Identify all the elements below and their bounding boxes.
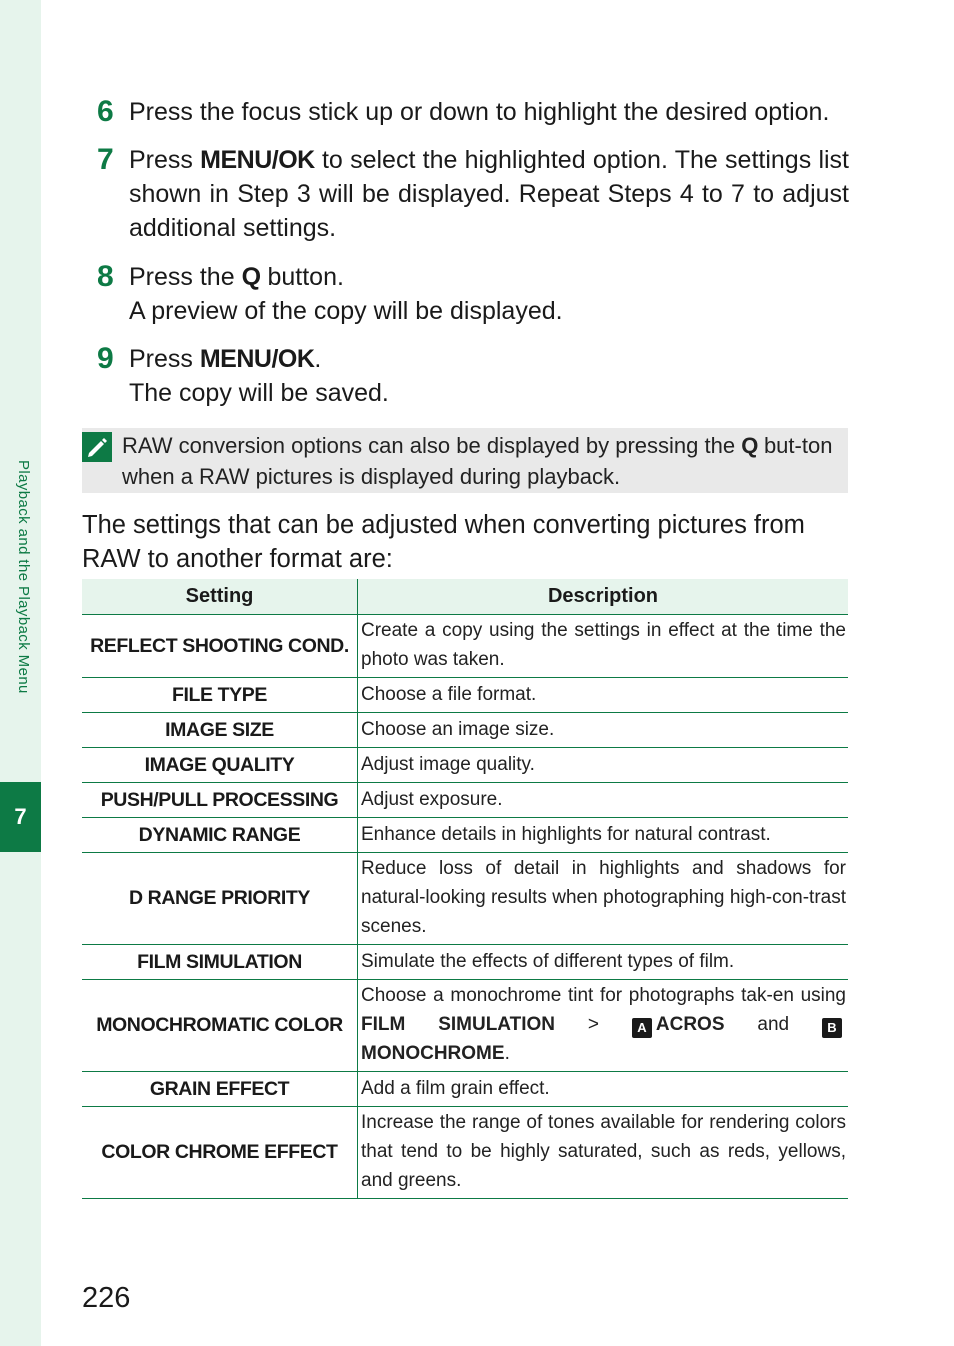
setting-description: Adjust image quality. — [358, 748, 849, 783]
monochrome-film-icon: B — [822, 1018, 842, 1038]
q-key: Q — [741, 433, 758, 458]
q-key: Q — [241, 263, 261, 291]
setting-name: FILE TYPE — [82, 678, 358, 713]
setting-description: Enhance details in highlights for natural contrast. — [358, 818, 849, 853]
menu-ok-key: MENU/OK — [200, 146, 315, 174]
table-row — [82, 980, 848, 1072]
menu-ok-key: MENU/OK — [199, 345, 315, 373]
step-number: 7 — [97, 143, 114, 176]
step-text: Press MENU/OK. The copy will be saved. — [129, 345, 389, 407]
step-number: 6 — [97, 95, 114, 128]
header-setting: Setting — [82, 579, 358, 615]
note-box — [82, 428, 848, 493]
setting-name: D RANGE PRIORITY — [82, 853, 358, 945]
setting-name: IMAGE SIZE — [82, 713, 358, 748]
setting-description: Choose an image size. — [358, 713, 849, 748]
table-row — [82, 678, 848, 713]
setting-description: Reduce loss of detail in highlights and shadows for natural-looking results when photographing high-con-trast scenes. — [358, 853, 849, 945]
table-row — [82, 853, 848, 945]
table-row — [82, 945, 848, 980]
setting-description: Add a film grain effect. — [358, 1072, 849, 1107]
setting-description: Increase the range of tones available for rendering colors that tend to be highly saturated, such as reds, yellows, and greens. — [358, 1107, 849, 1199]
setting-name: PUSH/PULL PROCESSING — [82, 783, 358, 818]
chapter-tab: 7 — [0, 782, 41, 852]
setting-name: FILM SIMULATION — [82, 945, 358, 980]
setting-name: DYNAMIC RANGE — [82, 818, 358, 853]
step-number: 9 — [97, 342, 114, 375]
table-row — [82, 748, 848, 783]
page-number: 226 — [82, 1282, 131, 1314]
step-text: Press the Q button. A preview of the copy will be displayed. — [129, 263, 563, 325]
setting-name: REFLECT SHOOTING COND. — [82, 615, 358, 678]
table-row — [82, 1072, 848, 1107]
setting-name: GRAIN EFFECT — [82, 1072, 358, 1107]
header-description: Description — [358, 579, 849, 615]
table-row — [82, 1107, 848, 1199]
intro-paragraph: The settings that can be adjusted when converting pictures from RAW to another format are: — [82, 511, 805, 573]
setting-description: Adjust exposure. — [358, 783, 849, 818]
note-text: RAW conversion options can also be displayed by pressing the Q but-ton when a RAW pictures is displayed during playback. — [122, 433, 833, 489]
setting-name: COLOR CHROME EFFECT — [82, 1107, 358, 1199]
step-text: Press MENU/OK to select the highlighted option. The settings list shown in Step 3 will be displayed. Repeat Steps 4 to 7 to adjust additional settings. — [129, 146, 850, 242]
note-pencil-icon — [82, 432, 112, 462]
acros-film-icon: A — [632, 1018, 652, 1038]
table-row — [82, 713, 848, 748]
table-row — [82, 818, 848, 853]
setting-description: Create a copy using the settings in effect at the time the photo was taken. — [358, 615, 849, 678]
settings-table — [82, 579, 848, 1199]
acros-ref: ACROS — [655, 1014, 725, 1035]
step-text: Press the focus stick up or down to highlight the desired option. — [129, 98, 830, 126]
monochrome-ref: MONOCHROME — [361, 1043, 505, 1064]
table-row — [82, 783, 848, 818]
film-simulation-ref: FILM SIMULATION — [361, 1014, 556, 1035]
setting-description: Choose a file format. — [358, 678, 849, 713]
setting-name: IMAGE QUALITY — [82, 748, 358, 783]
table-header-row — [82, 579, 848, 615]
setting-description: Choose a monochrome tint for photographs tak-en using FILM SIMULATION > A ACROS and BMONOCHROME. — [358, 980, 849, 1072]
setting-description: Simulate the effects of different types of film. — [358, 945, 849, 980]
step-number: 8 — [97, 260, 114, 293]
table-row — [82, 615, 848, 678]
setting-name: MONOCHROMATIC COLOR — [82, 980, 358, 1072]
chapter-label: Playback and the Playback Menu — [15, 460, 32, 694]
